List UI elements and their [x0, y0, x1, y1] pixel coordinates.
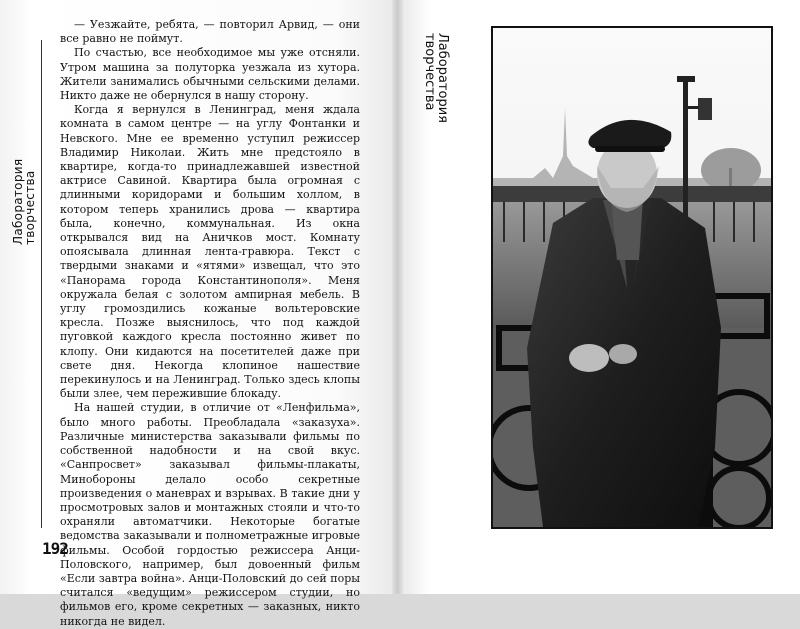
- paragraph: По счастью, все необходимое мы уже отсняли. Утром машина за полуторка уезжала из хутора. Жители занимались обычными сельскими делами. Никто даже не обернулся в нашу сторону.: [60, 46, 360, 103]
- section-header-rotated: [419, 33, 451, 163]
- section-title-vertical: [12, 150, 40, 250]
- section-title-line1: Лаборатория: [11, 158, 25, 245]
- side-rule: [41, 40, 42, 528]
- header-line1: Лаборатория: [435, 33, 450, 123]
- body-text: [60, 18, 360, 629]
- paragraph: На нашей студии, в отличие от «Ленфильма», было много работы. Преобладала «заказуха». Различные министерства заказывали фильмы по собственной надобности и на свой вкус. «Санпросвет» заказывал фильмы-плакаты, Минобороны делало особо секретные произведения о маневрах и взрывах. В такие дни у просмотровых залов и монтажных стояли и что-то охраняли автоматчики. Некоторые богатые ведомства заказывали и полнометражные игровые фильмы. Особой гордостью режиссера Анци-Половского, например, был довоенный фильм «Если завтра война». Анци-Половский до сей поры считался «ведущим» режиссером студии, но фильмов его, кроме секретных — заказных, никто никогда не видел.: [60, 401, 360, 628]
- book-gutter: [392, 0, 406, 594]
- paragraph: Когда я вернулся в Ленинград, меня ждала комната в самом центре — на углу Фонтанки и Невского. Мне ее временно уступил режиссер Владимир Николаи. Жить мне предстояло в квартире, когда-то принадлежавшей известной актрисе Савиной. Квартира была огромная с длинными коридорами и большим холлом, в котором теперь хранились дрова — квартира была, конечно, коммунальная. Из окна открывался вид на Аничков мост. Комнату опоясывала длинная лента-гравюра. Текст с твердыми знаками и «ятями» извещал, что это «Панорама города Константинополя». Меня окружала белая с золотом ампирная мебель. В углу громоздились кожаные вольтеровские кресла. Позже выяснилось, что под каждой пуговкой каждого кресла постоянно живет по клопу. Они кидаются на посетителей даже при свете дня. Некогда клопиное нашествие перекинулось и на Ленинград. Только здесь клопы были злее, чем пережившие блокаду.: [60, 103, 360, 401]
- page-number: 192: [42, 539, 68, 558]
- section-title-line2: творчества: [23, 170, 37, 245]
- portrait-illustration: [493, 28, 771, 527]
- paragraph: — Уезжайте, ребята, — повторил Арвид, — они все равно не поймут.: [60, 18, 360, 46]
- header-line2: творчества: [422, 33, 437, 111]
- photo-frame: [491, 26, 773, 529]
- left-page: [0, 0, 396, 628]
- portrait-photo: [493, 28, 771, 527]
